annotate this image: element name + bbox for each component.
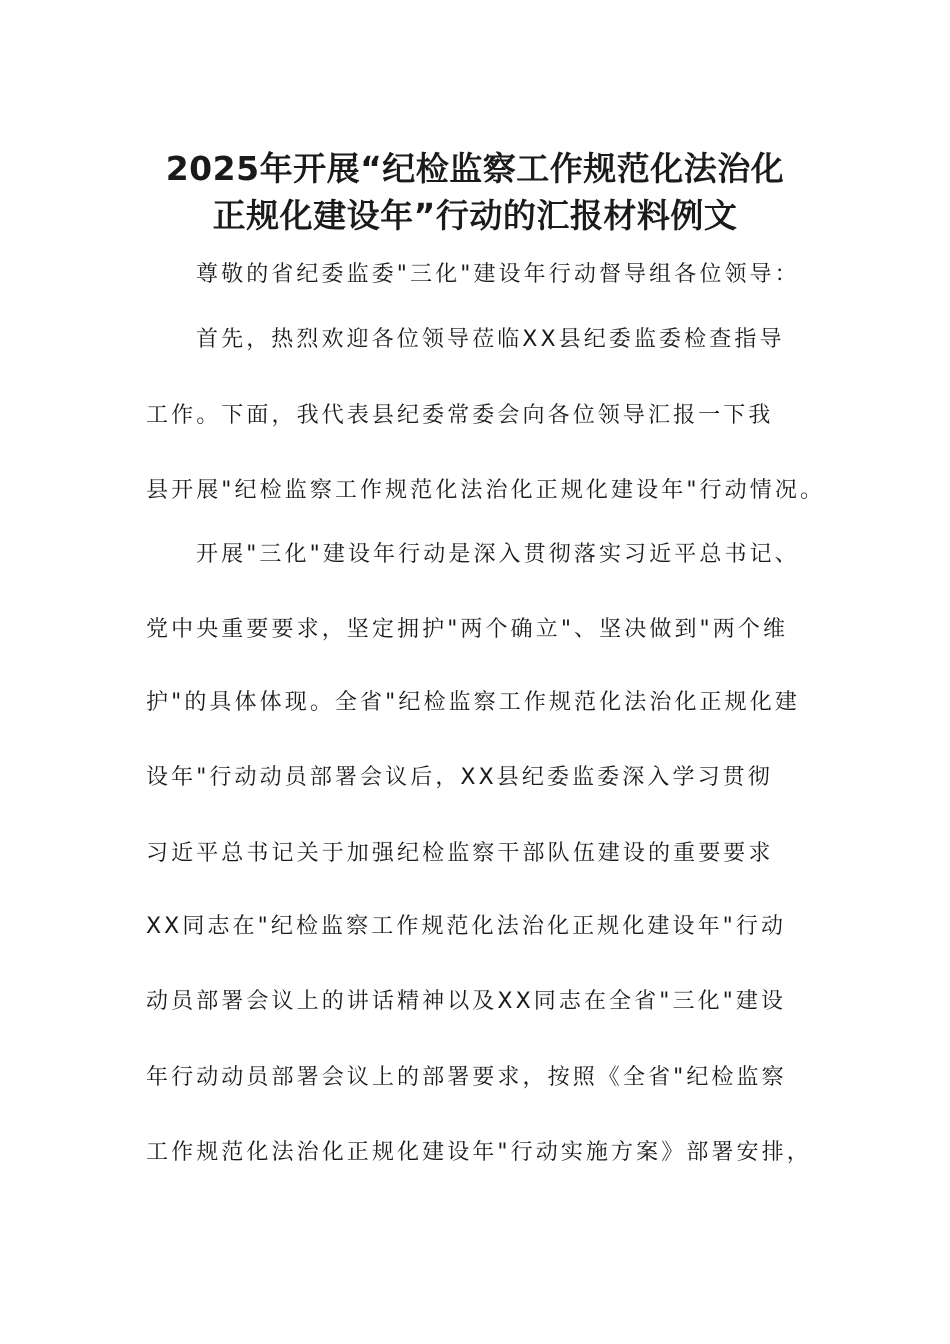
body-line: 工作。下面，我代表县纪委常委会向各位领导汇报一下我 [146,403,774,428]
body-line: 开展"三化"建设年行动是深入贯彻落实习近平总书记、 [196,542,800,567]
document-title-line-1: 2025年开展“纪检监察工作规范化法治化 [165,149,785,188]
body-line: XX同志在"纪检监察工作规范化法治化正规化建设年"行动 [146,914,787,939]
body-line: 护"的具体体现。全省"纪检监察工作规范化法治化正规化建 [146,690,800,715]
salutation-line: 尊敬的省纪委监委"三化"建设年行动督导组各位领导： [196,262,800,287]
document-title-line-2: 正规化建设年”行动的汇报材料例文 [212,196,738,235]
body-line: 县开展"纪检监察工作规范化法治化正规化建设年"行动情况。 [146,478,826,503]
body-line: 年行动动员部署会议上的部署要求，按照《全省"纪检监察 [146,1065,787,1090]
body-line: 动员部署会议上的讲话精神以及XX同志在全省"三化"建设 [146,989,787,1014]
body-line: 习近平总书记关于加强纪检监察干部队伍建设的重要要求 [146,841,774,866]
body-line: 设年"行动动员部署会议后，XX县纪委监委深入学习贯彻 [146,765,773,790]
body-line: 党中央重要要求，坚定拥护"两个确立"、坚决做到"两个维 [146,617,789,642]
body-line: 工作规范化法治化正规化建设年"行动实施方案》部署安排， [146,1140,812,1165]
body-line: 首先，热烈欢迎各位领导莅临XX县纪委监委检查指导 [196,327,785,352]
